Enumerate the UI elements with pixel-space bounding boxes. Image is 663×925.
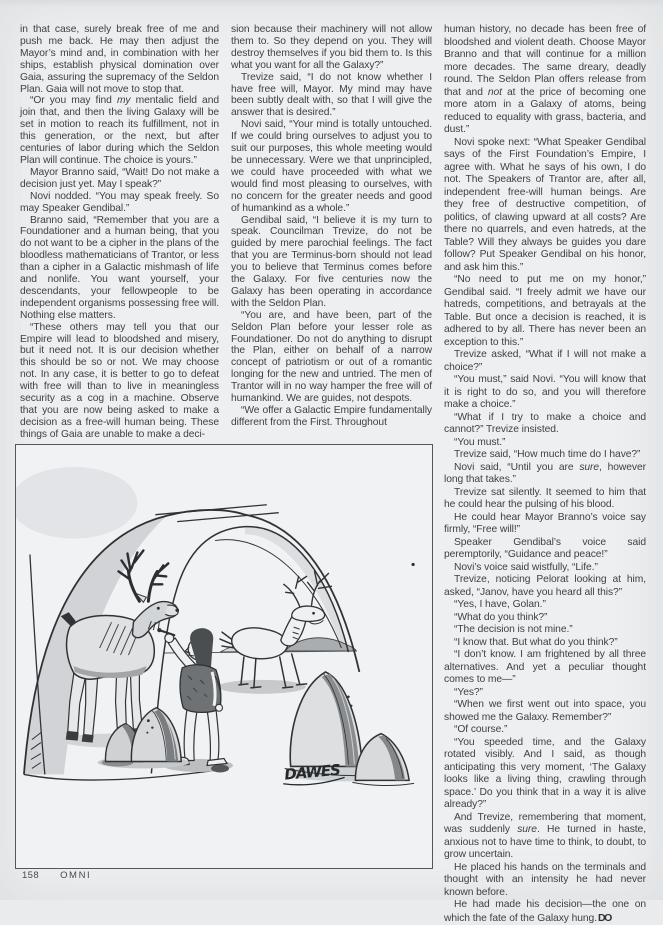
paragraph: “You speeded time, and the Galaxy rotated visibly. And I said, as though anticipating this very moment, ‘The Galaxy looks like a living thing, crawling through space.’ Do you think that in a way it is alive already?”	[444, 736, 646, 810]
paragraph: “You are, and have been, part of the Seldon Plan before your lesser role as Foundationer. Do not do anything to disrupt the Plan, either on behalf of a narrow concept of patriotism or out of a romantic longing for the new and untried. The men of Trantor will in no way hamper the free will of humankind. We are guides, not despots.	[231, 309, 432, 405]
paragraph: Gendibal said, “I believe it is my turn to speak. Councilman Trevize, do not be guided by mere parochial feelings. The fact that you are Terminus-born should not lead you to believe that Terminus comes before the Galaxy. For five centuries now the Galaxy has been operating in accordance with the Seldon Plan.	[231, 214, 432, 309]
paragraph: “I know that. But what do you think?”	[454, 636, 618, 648]
paragraph: human history, no decade has been free of bloodshed and violent death. Choose Mayor Branno and that will continue for a million more decades. The same dreary, deadly round. The Seldon Plan offers release from that and not at the price of becoming one more atom in a Galaxy of atoms, being reduced to equality with grass, bacteria, and dust.”	[444, 24, 647, 135]
page-number: 158	[22, 870, 40, 881]
text-column-left	[20, 24, 219, 441]
paragraph: “I don’t know. I am frightened by all three alternatives. And yet a peculiar thought comes to me—”	[444, 649, 646, 685]
paragraph: Trevize said, “How much time do I have?”	[454, 449, 641, 460]
paragraph: in that case, surely break free of me and push me back. He may then adjust the Mayor’s mind and, in combination with her ships, establish physical domination over Gaia, assuring the supremacy of the Seldon Plan. Gaia will not move to stop that.	[20, 24, 219, 95]
paragraph: Novi’s voice said wistfully, “Life.”	[454, 561, 598, 573]
text-column-right	[444, 24, 646, 925]
paragraph: Trevize sat silently. It seemed to him that he could hear the pulsing of his blood.	[444, 486, 646, 510]
cartoon-signature: DAWES	[283, 760, 341, 784]
paragraph: Trevize, noticing Pelorat looking at him, asked, “Janov, have you heard all this?”	[444, 574, 646, 598]
paragraph: Trevize said, “I do not know whether I have free will, Mayor. My mind may have been subtly dealt with, so that I will give the answer that is desired.”	[231, 71, 432, 119]
paragraph: “What do you think?”	[454, 611, 548, 623]
paragraph: Branno said, “Remember that you are a Foundationer and a human being, that you do not want to be a cipher in the plans of the bloodless mathematicians of Trantor, or less than a cipher in a Galactic mishmash of life and nonlife. You want yourself, your descendants, your fellowpeople to be independent organisms possessing free will. Nothing else matters.	[20, 214, 219, 321]
paragraph: He had made his decision—the one on which the fate of the Galaxy hung.DO	[444, 899, 646, 924]
paragraph: “Yes?”	[454, 686, 483, 698]
paragraph: sion because their machinery will not allow them to. So they depend on you. They will destroy themselves if you bid them to. Is this what you want for all the Galaxy?”	[231, 24, 432, 71]
paragraph: Novi spoke next: “What Speaker Gendibal says of the First Foundation’s Empire, I agree with. What he says of his own, I do not. The Speakers of Trantor are, after all, independent free-will human beings. Are they free of destructive competition, of politics, of clawing upward at all costs? Are there no quarrels, and even hatreds, at the Table? Will they always be guides you dare follow? Put Speaker Gendibal on his honor, and ask him this.”	[444, 136, 646, 273]
paragraph: “We offer a Galactic Empire fundamentally different from the First. Throughout	[231, 405, 432, 428]
paragraph: “Of course.”	[454, 724, 508, 735]
paragraph: “You must.”	[454, 436, 506, 448]
paragraph: “You must,” said Novi. “You will know that it is right to do so, and you will therefore make a choice.”	[444, 374, 646, 410]
text-column-middle	[231, 24, 432, 429]
paragraph: “These others may tell you that our Empire will lead to bloodshed and misery, but it need not. It is our decision whether this should be so or not. We may choose not. In any case, it is better to go to defeat with free will than to live in meaningless security as a cog in a machine. Observe that you are now being asked to make a decision as a free-will human being. These things of Gaia are unable to make a deci-	[20, 321, 219, 440]
paragraph: “What if I try to make a choice and cannot?” Trevize insisted.	[444, 411, 646, 435]
cartoon-illustration	[15, 444, 433, 869]
paragraph: Novi nodded. “You may speak freely. So may Speaker Gendibal.”	[20, 190, 219, 214]
paragraph: He could hear Mayor Branno’s voice say firmly, “Free will!”	[444, 511, 646, 535]
ink-speck	[411, 563, 414, 566]
paragraph: Novi said, “Until you are sure, however long that takes.”	[444, 461, 646, 485]
paragraph: “The decision is not mine.”	[454, 624, 573, 635]
paragraph: He placed his hands on the terminals and thought with an intensity he had never known before.	[444, 861, 646, 898]
paragraph: “Or you may find my mentalic field and join that, and then the living Galaxy will be set in motion to reach its fulfillment, not in this generation, or the next, but after centuries of labor during which the Seldon Plan will continue. The choice is yours.”	[20, 95, 219, 166]
paragraph: “When we first went out into space, you showed me the Galaxy. Remember?”	[444, 699, 646, 723]
cartoon-drawing	[16, 445, 432, 868]
paragraph: Trevize asked, “What if I will not make a choice?”	[444, 349, 646, 373]
magazine-name: OMNI	[60, 870, 92, 881]
paragraph: Mayor Branno said, “Wait! Do not make a decision just yet. May I speak?”	[20, 166, 219, 190]
paragraph: Novi said, “Your mind is totally untouched. If we could bring ourselves to adjust you to suit our purposes, this whole meeting would be unnecessary. Were we that unprincipled, we could have proceeded with what we would find most pleasing to ourselves, with no concern for the greater needs and good of humankind as a whole.”	[231, 119, 432, 214]
paragraph: Speaker Gendibal’s voice said peremptorily, “Guidance and peace!”	[444, 536, 646, 560]
paragraph: And Trevize, remembering that moment, was suddenly sure. He turned in haste, anxious not to have time to think, to doubt, to grow uncertain.	[444, 811, 646, 860]
page-footer	[22, 870, 91, 881]
paragraph: “No need to put me on my honor,” Gendibal said. “I freely admit we have our hatreds, competitions, and betrayals at the Table. But once a decision is reached, it is adhered to by all. There has never been an exception to this.”	[444, 274, 646, 348]
cave-wall-shading	[16, 467, 137, 539]
end-of-article-mark: DO	[597, 911, 611, 924]
paragraph: “Yes, I have, Golan.”	[454, 599, 546, 610]
